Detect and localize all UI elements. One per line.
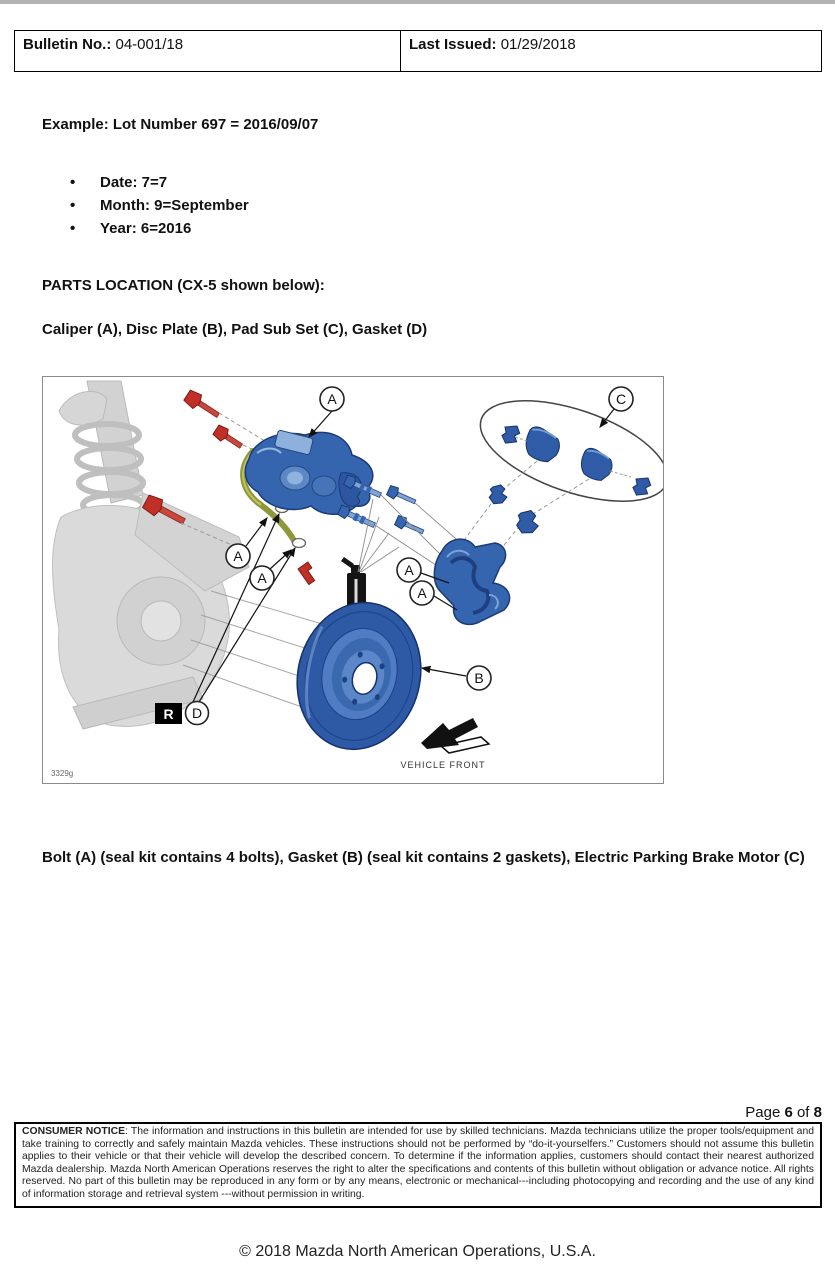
consumer-notice-body: : The information and instructions in this bulletin are intended for use by skilled technicians. Mazda technicians utilize the proper tools/equipment and take training to correctly and safely maintain Mazda vehicles. These instructions should not be performed by “do-it-yourselfers.” Customers should not assume this bulletin applies to their vehicle or that their vehicle will develop the described concern. To determine if the information applies, customers should contact their nearest authorized Mazda dealership. Mazda North American Operations reserves the right to alter the specifications and contents of this bulletin without obligation or advance notice. All rights reserved. No part of this bulletin may be reproduced in any form or by any means, electronic or mechanical---including photocopying and recording and the use of any kind of information storage and retrieval system ---without permission in writing. (22, 1126, 815, 1200)
bolt-red-2 (212, 424, 245, 452)
lot-number-bullet-list (70, 174, 249, 243)
svg-text:A: A (417, 585, 427, 601)
page-prefix: Page (745, 1104, 785, 1121)
consumer-notice-label: CONSUMER NOTICE (22, 1126, 126, 1137)
pad-clip-1 (487, 483, 510, 507)
svg-text:D: D (191, 705, 203, 721)
bolt-red-4 (298, 562, 319, 584)
svg-text:R: R (163, 706, 174, 722)
parts-diagram (42, 376, 664, 784)
r-badge (155, 703, 182, 724)
page-current: 6 (784, 1104, 793, 1121)
bulletin-number-label: Bulletin No.: (23, 36, 112, 53)
page-separator: of (792, 1104, 814, 1121)
svg-text:A: A (233, 548, 243, 564)
consumer-notice (14, 1122, 822, 1208)
callout-a-right-2 (410, 581, 434, 605)
bolt-red-1 (183, 388, 223, 422)
bullet-text-year: Year: 6=2016 (100, 220, 192, 237)
disc-plate-art (282, 589, 436, 762)
callout-d-gasket (186, 702, 209, 725)
svg-text:B: B (474, 670, 484, 686)
list-item (70, 174, 249, 197)
figure-code: 3329g (51, 769, 74, 778)
vehicle-front-label: VEHICLE FRONT (400, 760, 486, 770)
example-heading: Example: Lot Number 697 = 2016/09/07 (42, 116, 319, 133)
vehicle-front-arrow-icon (421, 718, 489, 753)
callout-a-right-1 (397, 558, 421, 582)
gasket-washer-2 (293, 539, 306, 548)
bullet-marker: • (70, 197, 76, 214)
bullet-text-date: Date: 7=7 (100, 174, 168, 191)
bullet-marker: • (70, 174, 76, 191)
last-issued-value: 01/29/2018 (496, 36, 576, 53)
parts-location-heading: PARTS LOCATION (CX-5 shown below): (42, 277, 325, 294)
pad-clip-2 (514, 508, 541, 537)
bullet-text-month: Month: 9=September (100, 197, 249, 214)
grease-application-lines (358, 499, 399, 572)
bulletin-header-table (14, 30, 822, 72)
list-item (70, 220, 249, 243)
figure-caption-top: Caliper (A), Disc Plate (B), Pad Sub Set (C), Gasket (D) (42, 321, 428, 338)
callout-b-disc (467, 666, 491, 690)
last-issued-cell (401, 31, 821, 71)
page-number (745, 1104, 822, 1121)
copyright-footer: © 2018 Mazda North American Operations, U.S.A. (239, 1243, 596, 1260)
bullet-marker: • (70, 220, 76, 237)
callout-c-pad-set (609, 387, 633, 411)
last-issued-label: Last Issued: (409, 36, 497, 53)
svg-text:A: A (327, 391, 337, 407)
callout-a-caliper (320, 387, 344, 411)
caliper-art (245, 430, 373, 514)
svg-text:C: C (615, 391, 627, 407)
parts-diagram-svg (43, 377, 663, 783)
figure-caption-bottom: Bolt (A) (seal kit contains 4 bolts), Gasket (B) (seal kit contains 2 gaskets), Electric Parking Brake Motor (C) (42, 849, 805, 866)
callout-a-left-1 (226, 544, 250, 568)
page-total: 8 (813, 1104, 822, 1121)
bulletin-number-value: 04-001/18 (111, 36, 184, 53)
top-edge-strip (0, 0, 835, 4)
list-item (70, 197, 249, 220)
svg-text:A: A (404, 562, 414, 578)
callout-a-left-2 (250, 566, 274, 590)
svg-text:A: A (257, 570, 267, 586)
bulletin-number-cell (15, 31, 401, 71)
